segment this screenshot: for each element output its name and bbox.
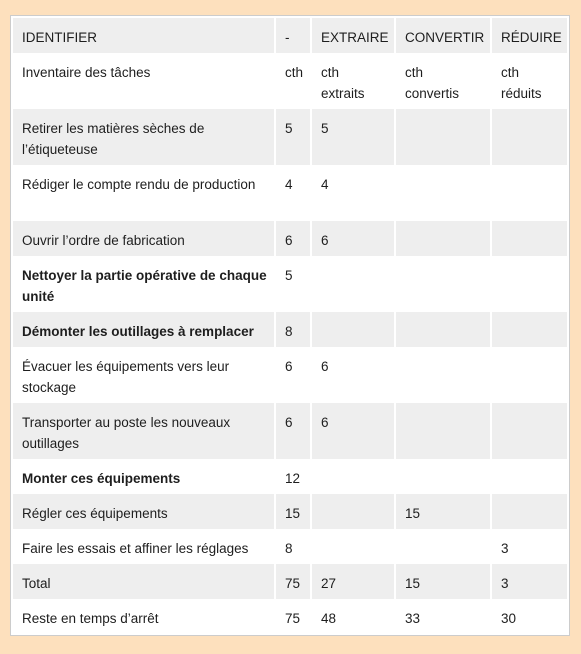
task-cell: Transporter au poste les nouveaux outillages (13, 403, 275, 459)
task-cell: Inventaire des tâches (13, 53, 275, 109)
value-cell: 5 (275, 109, 311, 165)
value-cell: 15 (395, 564, 491, 599)
value-cell (491, 347, 567, 403)
value-cell: 48 (311, 599, 395, 634)
value-cell: cth (275, 53, 311, 109)
task-cell: Ouvrir l’ordre de fabrication (13, 221, 275, 256)
value-cell (395, 256, 491, 312)
value-cell: 3 (491, 529, 567, 564)
value-cell: 6 (311, 221, 395, 256)
value-cell: cth convertis (395, 53, 491, 109)
table-body (13, 53, 567, 634)
table-row (13, 256, 567, 312)
value-cell: 27 (311, 564, 395, 599)
value-cell (491, 165, 567, 221)
table-row (13, 599, 567, 634)
table-frame (10, 15, 570, 636)
value-cell (491, 403, 567, 459)
value-cell (395, 165, 491, 221)
task-cell: Reste en temps d’arrêt (13, 599, 275, 634)
value-cell (491, 109, 567, 165)
table-row (13, 109, 567, 165)
value-cell (491, 256, 567, 312)
task-cell: Total (13, 564, 275, 599)
task-cell: Retirer les matières sèches de l’étiqueteuse (13, 109, 275, 165)
value-cell: 4 (275, 165, 311, 221)
value-cell: 4 (311, 165, 395, 221)
header-cell: - (275, 18, 311, 53)
value-cell (311, 256, 395, 312)
value-cell: 6 (275, 347, 311, 403)
value-cell (395, 459, 491, 494)
value-cell (311, 529, 395, 564)
table-row (13, 347, 567, 403)
table-row (13, 529, 567, 564)
value-cell: 3 (491, 564, 567, 599)
task-cell: Démonter les outillages à remplacer (13, 312, 275, 347)
value-cell (395, 221, 491, 256)
value-cell: 8 (275, 312, 311, 347)
value-cell (491, 459, 567, 494)
value-cell: 15 (275, 494, 311, 529)
task-cell: Rédiger le compte rendu de production (13, 165, 275, 221)
task-cell: Monter ces équipements (13, 459, 275, 494)
value-cell (395, 312, 491, 347)
value-cell (311, 459, 395, 494)
table-row (13, 564, 567, 599)
value-cell (491, 312, 567, 347)
header-cell: RÉDUIRE (491, 18, 567, 53)
table-row (13, 53, 567, 109)
value-cell (395, 109, 491, 165)
value-cell: 12 (275, 459, 311, 494)
table-row (13, 221, 567, 256)
value-cell: 75 (275, 599, 311, 634)
value-cell (311, 312, 395, 347)
header-cell: EXTRAIRE (311, 18, 395, 53)
value-cell (395, 347, 491, 403)
table-header (13, 18, 567, 53)
value-cell: 6 (275, 221, 311, 256)
table-row (13, 165, 567, 221)
value-cell: 8 (275, 529, 311, 564)
value-cell: 33 (395, 599, 491, 634)
header-row (13, 18, 567, 53)
table-row (13, 312, 567, 347)
task-cell: Nettoyer la partie opérative de chaque unité (13, 256, 275, 312)
value-cell (311, 494, 395, 529)
table-row (13, 403, 567, 459)
value-cell (395, 403, 491, 459)
value-cell: cth extraits (311, 53, 395, 109)
value-cell: 15 (395, 494, 491, 529)
value-cell (395, 529, 491, 564)
value-cell (491, 494, 567, 529)
value-cell: cth réduits (491, 53, 567, 109)
task-cell: Faire les essais et affiner les réglages (13, 529, 275, 564)
header-cell: IDENTIFIER (13, 18, 275, 53)
value-cell: 6 (311, 403, 395, 459)
value-cell: 6 (275, 403, 311, 459)
header-cell: CONVERTIR (395, 18, 491, 53)
table-row (13, 494, 567, 529)
value-cell: 30 (491, 599, 567, 634)
value-cell: 5 (311, 109, 395, 165)
value-cell: 5 (275, 256, 311, 312)
value-cell (491, 221, 567, 256)
task-cell: Évacuer les équipements vers leur stockage (13, 347, 275, 403)
value-cell: 75 (275, 564, 311, 599)
table-row (13, 459, 567, 494)
task-table (13, 18, 567, 634)
task-cell: Régler ces équipements (13, 494, 275, 529)
value-cell: 6 (311, 347, 395, 403)
